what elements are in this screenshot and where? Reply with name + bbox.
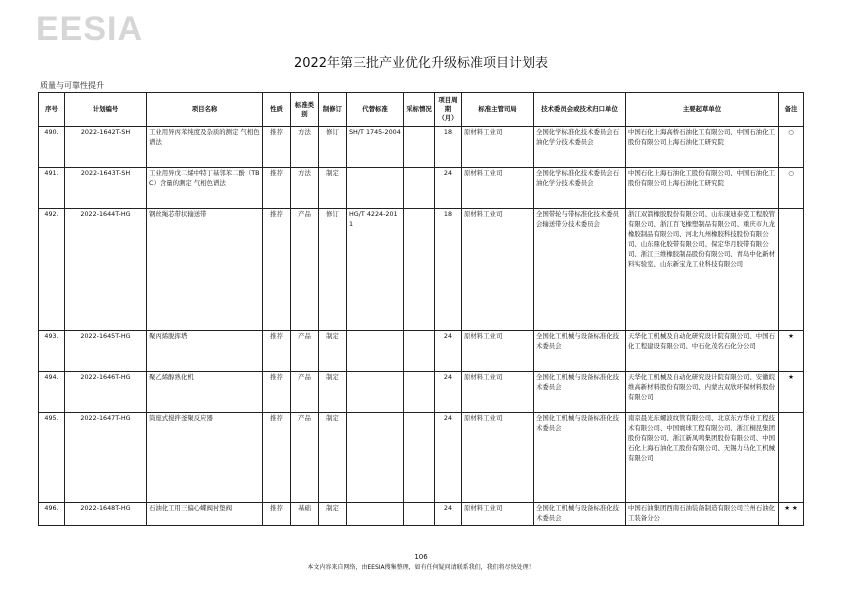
project-name: 工业用异丙苯纯度及杂质的测定 气相色谱法 [147,127,263,168]
revision-type: 制定 [319,503,347,526]
period: 24 [435,168,462,209]
drafters: 中国石化上海石油化工股份有限公司、中国石油化工股份有限公司上海石油化工研究院 [626,168,779,209]
header-cell: 技术委员会或技术归口单位 [534,93,626,127]
department: 原材料工业司 [462,209,534,331]
footer-disclaimer: 本文内容来自网络，由EESIA搜集整理，如有任何疑问请联系我们，我们将尽快处理！ [307,564,535,571]
category: 方法 [291,168,319,209]
nature: 推荐 [263,413,291,503]
row-number: 496. [39,503,65,526]
adoption [404,331,435,372]
department: 原材料工业司 [462,168,534,209]
note: ★ ★ [779,503,804,526]
period: 18 [435,209,462,331]
adoption [404,372,435,413]
row-number: 490. [39,127,65,168]
header-cell: 制修订 [319,93,347,127]
committee: 全国化工机械与设备标准化技术委员会 [534,413,626,503]
table-row [39,331,804,372]
header-cell: 项目名称 [147,93,263,127]
drafters: 天华化工机械及自动化研究设计院有限公司、安徽皖维高新材料股份有限公司、内蒙古双欣环保材料股份有限公司 [626,372,779,413]
category: 产品 [291,331,319,372]
plan-number: 2022-1648T-HG [65,503,147,526]
header-cell: 标准类别 [291,93,319,127]
project-name: 筒座式搅拌釜聚反应器 [147,413,263,503]
committee: 全国带轮与带标准化技术委员会输送带分技术委员会 [534,209,626,331]
project-name: 石油化工用三偏心蝶阀衬垫阀 [147,503,263,526]
header-cell: 备注 [779,93,804,127]
table-header-row [39,93,804,127]
plan-number: 2022-1646T-HG [65,372,147,413]
project-name: 聚乙烯醇熟化机 [147,372,263,413]
header-cell: 主要起草单位 [626,93,779,127]
drafters: 南京晨光东螺波纹管有限公司、北京东方华业工程技术有限公司、中国寰球工程有限公司、浙江桐昆集团股份有限公司、浙江新凤鸣集团股份有限公司、中国石化上海石油化工股份有限公司、无锡力马化工机械有限公司 [626,413,779,503]
nature: 推荐 [263,168,291,209]
category: 基础 [291,503,319,526]
table-row [39,168,804,209]
committee: 全国化工机械与设备标准化技术委员会 [534,503,626,526]
committee: 全国化学标准化技术委员会石油化学分技术委员会 [534,127,626,168]
replaced-standard: SH/T 1745-2004 [347,127,404,168]
period: 24 [435,413,462,503]
row-number: 494. [39,372,65,413]
header-cell: 采标情况 [404,93,435,127]
row-number: 491. [39,168,65,209]
period: 24 [435,331,462,372]
period: 24 [435,372,462,413]
committee: 全国化工机械与设备标准化技术委员会 [534,331,626,372]
page-number: 106 [414,553,428,561]
adoption [404,503,435,526]
drafters: 中国石油集团西南石油装备制造有限公司兰州石油化工装备分公 [626,503,779,526]
department: 原材料工业司 [462,413,534,503]
replaced-standard [347,503,404,526]
table-row [39,413,804,503]
plan-number: 2022-1645T-HG [65,331,147,372]
note: ★ [779,331,804,372]
header-cell: 计划编号 [65,93,147,127]
page-title: 2022年第三批产业优化升级标准项目计划表 [293,56,549,71]
revision-type: 制定 [319,372,347,413]
table-row [39,372,804,413]
replaced-standard [347,331,404,372]
replaced-standard: HG/T 4224-2011 [347,209,404,331]
nature: 推荐 [263,209,291,331]
nature: 推荐 [263,372,291,413]
note: ★ [779,372,804,413]
table-row [39,209,804,331]
row-number: 493. [39,331,65,372]
plan-number: 2022-1642T-SH [65,127,147,168]
note [779,413,804,503]
revision-type: 制定 [319,168,347,209]
department: 原材料工业司 [462,372,534,413]
row-number: 492. [39,209,65,331]
header-cell: 代替标准 [347,93,404,127]
nature: 推荐 [263,503,291,526]
plan-number: 2022-1647T-HG [65,413,147,503]
period: 18 [435,127,462,168]
drafters: 天华化工机械及自动化研究设计院有限公司、中国石化工程建设有限公司、中石化茂名石化分公司 [626,331,779,372]
nature: 推荐 [263,127,291,168]
note: ○ [779,127,804,168]
adoption [404,168,435,209]
category: 产品 [291,372,319,413]
project-name: 钢丝绳芯带状输送带 [147,209,263,331]
drafters: 中国石化上海高桥石油化工有限公司、中国石油化工股份有限公司上海石油化工研究院 [626,127,779,168]
period: 24 [435,503,462,526]
row-number: 495. [39,413,65,503]
committee: 全国化学标准化技术委员会石油化学分技术委员会 [534,168,626,209]
adoption [404,127,435,168]
category: 产品 [291,209,319,331]
adoption [404,209,435,331]
project-name: 工业用异戊二烯中特丁基邻苯二酚（TBC）含量的测定 气相色谱法 [147,168,263,209]
table-row [39,503,804,526]
note: ○ [779,168,804,209]
revision-type: 制定 [319,331,347,372]
header-cell: 序号 [39,93,65,127]
revision-type: 修订 [319,127,347,168]
committee: 全国化工机械与设备标准化技术委员会 [534,372,626,413]
adoption [404,413,435,503]
header-cell: 性质 [263,93,291,127]
header-cell: 标准主管司局 [462,93,534,127]
replaced-standard [347,413,404,503]
table-row [39,127,804,168]
section-label: 质量与可靠性提升 [40,81,104,90]
department: 原材料工业司 [462,127,534,168]
department: 原材料工业司 [462,503,534,526]
drafters: 浙江双箭橡胶股份有限公司、山东康迪泰克工程胶管有限公司、浙江百飞橡塑制品有限公司、重庆市九龙橡胶制品有限公司、河北九州橡胶科技股份有限公司、山东鼎化胶带有限公司、保定华月胶带有限公司、浙江三维橡胶制品股份有限公司、青岛中化新材料实验室、山东新宝龙工业科技有限公司 [626,209,779,331]
plan-number: 2022-1644T-HG [65,209,147,331]
eesia-logo: EESIA [36,10,144,48]
revision-type: 修订 [319,209,347,331]
project-name: 聚丙烯脱挥塔 [147,331,263,372]
nature: 推荐 [263,331,291,372]
plan-number: 2022-1643T-SH [65,168,147,209]
category: 方法 [291,127,319,168]
category: 产品 [291,413,319,503]
replaced-standard [347,372,404,413]
revision-type: 制定 [319,413,347,503]
header-cell: 项目周期（月） [435,93,462,127]
standards-plan-table [38,92,804,526]
note [779,209,804,331]
department: 原材料工业司 [462,331,534,372]
replaced-standard [347,168,404,209]
